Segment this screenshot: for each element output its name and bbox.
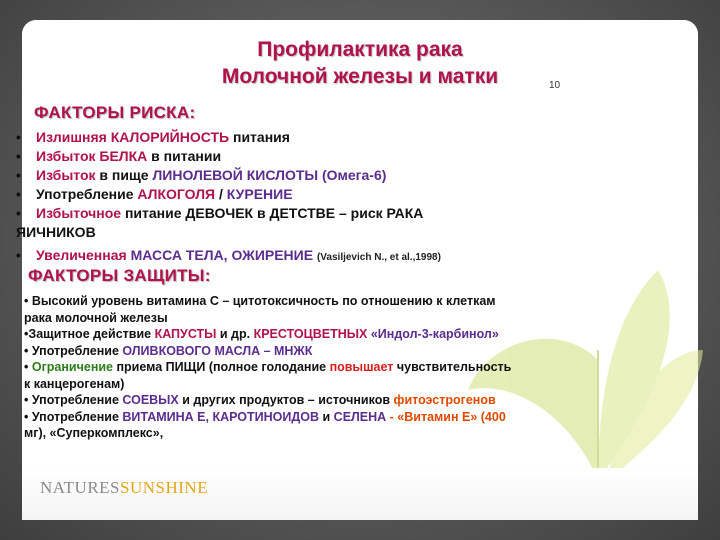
- protection-line: • Высокий уровень витамина С – цитотоксичность по отношению к клеткам: [24, 294, 496, 308]
- protection-line: • Ограничение приема ПИЩИ (полное голодание повышает чувствительность: [24, 360, 512, 374]
- risk-list: [12, 128, 672, 267]
- list-item: • Избыток БЕЛКА в питании: [16, 148, 222, 164]
- citation: (Vasiljevich N., et al.,1998): [316, 252, 441, 263]
- title-line-1: Профилактика рака: [257, 38, 463, 61]
- list-item: • Избыток в пище ЛИНОЛЕВОЙ КИСЛОТЫ (Омега-6): [16, 167, 387, 183]
- protection-line: • Употребление ВИТАМИНА Е, КАРОТИНОИДОВ и СЕЛЕНА - «Витамин Е» (400: [24, 409, 506, 424]
- list-item: • Увеличенная МАССА ТЕЛА, ОЖИРЕНИЕ (Vasiljevich N., et al.,1998): [16, 247, 441, 263]
- protection-line: к канцерогенам): [24, 376, 125, 391]
- protection-line: • Употребление СОЕВЫХ и других продуктов – источников фитоэстрогенов: [24, 393, 496, 407]
- protection-line: рака молочной железы: [24, 310, 168, 325]
- protection-text: [24, 293, 674, 442]
- list-item: • Употребление АЛКОГОЛЯ / КУРЕНИЕ: [16, 186, 293, 202]
- slide: [16, 20, 698, 520]
- list-item: • Излишняя КАЛОРИЙНОСТЬ питания: [16, 129, 290, 145]
- slide-number: 10: [549, 80, 561, 91]
- brand-logo: NATURESSUNSHINE: [40, 478, 209, 497]
- risk-heading: ФАКТОРЫ РИСКА:: [34, 103, 196, 122]
- list-item: • Избыточное питание ДЕВОЧЕК в ДЕТСТВЕ – риск РАКА: [16, 205, 424, 221]
- protection-line: мг), «Суперкомплекс»,: [24, 426, 164, 440]
- list-item-wrap: ЯИЧНИКОВ: [16, 224, 96, 240]
- title-line-2: Молочной железы и матки: [221, 65, 499, 88]
- protection-line: • Употребление ОЛИВКОВОГО МАСЛА – МНЖК: [24, 343, 313, 358]
- protection-heading: ФАКТОРЫ ЗАЩИТЫ:: [28, 266, 211, 285]
- protection-line: •Защитное действие КАПУСТЫ и др. КРЕСТОЦВЕТНЫХ «Индол-3-карбинол»: [24, 327, 499, 341]
- page-title: [22, 36, 698, 90]
